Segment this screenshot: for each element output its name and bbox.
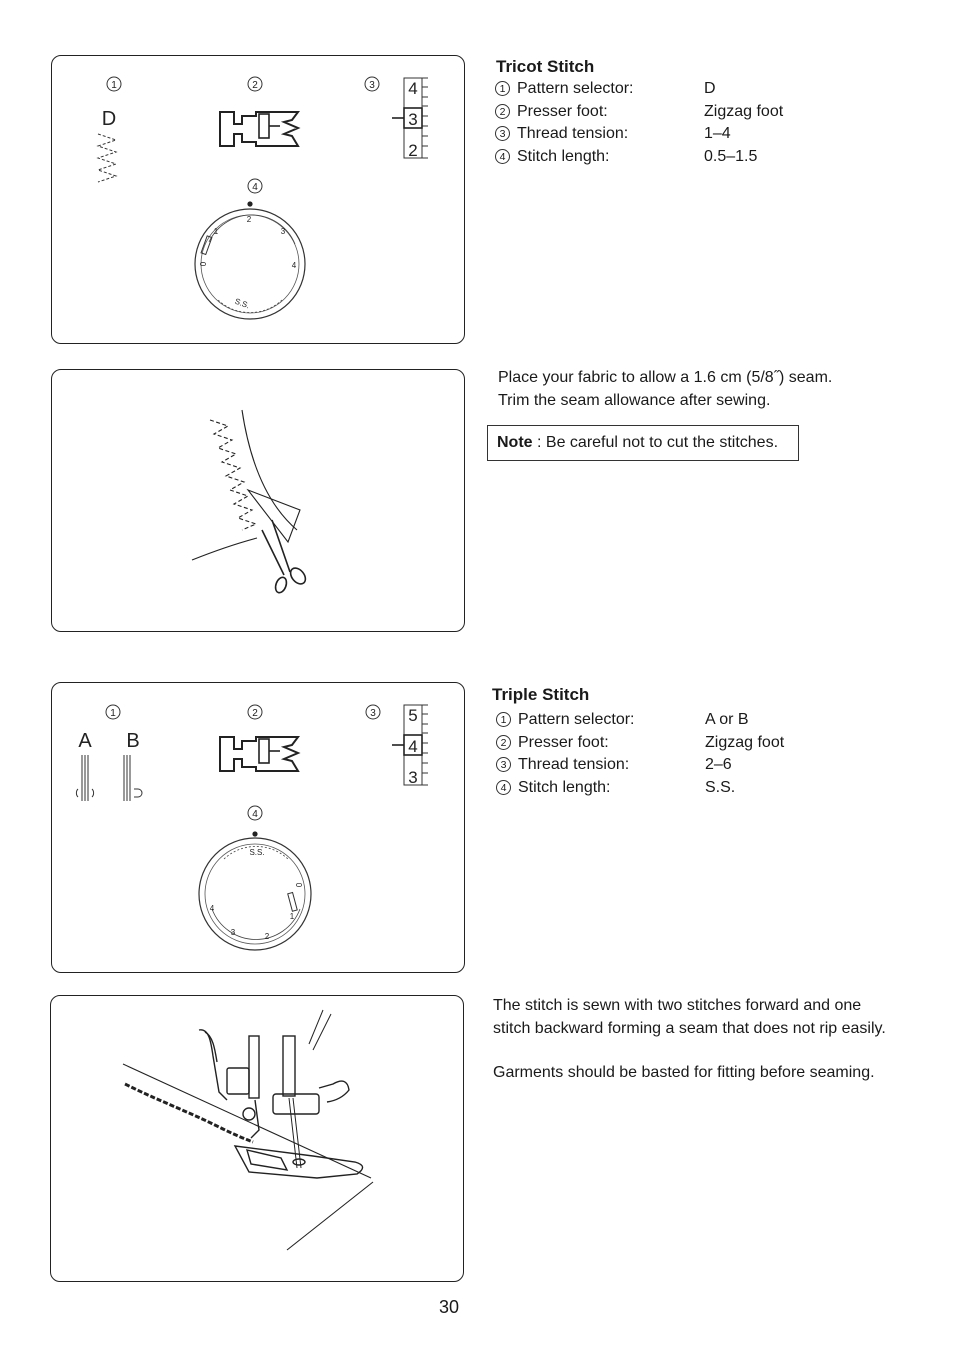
page-number: 30 [439,1297,460,1317]
tricot-stitch-title: Tricot Stitch [496,57,595,76]
tension-number-set: 3 [408,110,418,129]
svg-text:4: 4 [209,904,215,913]
svg-text:1: 1 [213,227,219,236]
svg-text:4: 4 [291,261,297,270]
svg-text:0: 0 [199,261,208,267]
callout-3 [365,77,379,91]
spec-value: A or B [705,711,749,728]
pattern-letter-a: A [78,730,92,752]
spec-value: Zigzag foot [705,733,785,751]
zigzag-foot-icon [220,112,298,146]
spec-label: Thread tension: [517,125,629,142]
svg-text:S.S.: S.S. [233,296,251,311]
thread-tension-scale [392,705,428,787]
stitch-length-dial [195,201,305,319]
spec-label: Presser foot: [517,102,608,120]
thread-tension-scale [392,78,428,160]
instruction-line: Place your fabric to allow a 1.6 cm (5/8˝) seam. [498,369,833,386]
stitch-length-dial [199,831,311,950]
instruction-line: Garments should be basted for fitting before seaming. [493,1064,875,1081]
callout-4 [248,179,262,193]
tricot-settings-drawing [52,56,466,345]
triple-stitch-sewing-illustration [50,995,464,1282]
instruction-line: Trim the seam allowance after sewing. [498,391,771,409]
spec-label: Stitch length: [517,147,610,165]
trim-seam-illustration [51,369,465,632]
svg-text:2: 2 [246,215,252,224]
svg-text:3: 3 [369,80,375,91]
spec-value: 2–6 [705,756,732,773]
scissors-trim-drawing [52,370,466,633]
number-4-badge: 4 [495,149,510,164]
scissors-icon [262,520,308,594]
spec-row [496,756,936,779]
spec-row [496,711,936,734]
triple-stitch-symbol-b [124,755,142,801]
spec-label: Thread tension: [518,756,630,773]
number-1-badge: 1 [495,81,510,96]
spec-label: Stitch length: [518,778,611,796]
spec-label: Pattern selector: [517,80,634,97]
number-2-badge: 2 [496,735,511,750]
paragraph-gap [493,1040,933,1062]
number-4-badge: 4 [496,780,511,795]
spec-row [496,779,936,802]
instruction-line: stitch backward forming a seam that does not rip easily. [493,1019,886,1037]
seam-allowance-flap [248,490,300,542]
pattern-letter-d: D [101,108,117,130]
tension-number-top: 5 [408,706,418,725]
fabric-top-edge [123,1064,371,1178]
spec-label: Pattern selector: [518,711,635,728]
pattern-letter-b: B [126,730,140,752]
svg-text:3: 3 [370,708,376,719]
spec-value: S.S. [705,778,736,796]
number-3-badge: 3 [496,757,511,772]
spec-row [495,148,935,171]
number-2-badge: 2 [495,104,510,119]
tension-number-bottom: 2 [408,141,418,160]
tension-number-set: 4 [408,737,418,756]
triple-settings-figure [51,682,465,973]
triple-stitch-title: Triple Stitch [492,685,590,704]
fabric-edge [242,410,297,530]
spec-value: 0.5–1.5 [704,147,758,165]
callout-1 [106,705,120,719]
svg-text:0: 0 [294,882,303,888]
svg-text:4: 4 [252,182,258,193]
svg-text:3: 3 [230,928,236,937]
spec-row [495,125,935,148]
callout-1 [107,77,121,91]
tricot-seam-stitches [210,420,256,530]
triple-instructions [493,995,933,1085]
svg-text:S.S.: S.S. [249,848,265,857]
svg-text:2: 2 [264,932,270,941]
spec-row [496,734,936,757]
fabric-bottom-edge [287,1182,373,1250]
note-box [487,425,799,461]
zigzag-foot-icon [220,737,298,771]
callout-2 [248,705,262,719]
callout-2 [248,77,262,91]
spec-value: Zigzag foot [704,102,784,120]
note-label: Note [497,434,533,451]
svg-text:4: 4 [252,809,258,820]
tricot-stitch-symbol [98,134,116,182]
spec-row [495,80,935,103]
spec-row [495,103,935,126]
fabric-fold-line [192,538,257,560]
spec-value: 1–4 [704,125,731,142]
tricot-settings-figure [51,55,465,344]
svg-text:1: 1 [111,80,117,91]
number-3-badge: 3 [495,126,510,141]
instruction-line: The stitch is sewn with two stitches forward and one [493,997,862,1014]
svg-text:1: 1 [289,912,295,921]
presser-foot-drawing [51,996,465,1283]
callout-4 [248,806,262,820]
triple-stitch-seam [125,1084,253,1142]
triple-settings-drawing [52,683,466,974]
svg-text:2: 2 [252,708,258,719]
presser-foot-icon [199,1010,363,1178]
triple-stitch-symbol-a [76,755,93,801]
spec-value: D [704,80,716,97]
svg-text:3: 3 [280,227,286,236]
tricot-instructions [498,367,928,412]
note-text: : Be careful not to cut the stitches. [532,434,779,451]
spec-label: Presser foot: [518,733,609,751]
svg-text:1: 1 [110,708,116,719]
svg-text:2: 2 [252,80,258,91]
triple-specs-list [496,711,936,801]
tension-number-top: 4 [408,79,418,98]
number-1-badge: 1 [496,712,511,727]
callout-3 [366,705,380,719]
tricot-specs-list [495,80,935,170]
tension-number-bottom: 3 [408,768,418,787]
